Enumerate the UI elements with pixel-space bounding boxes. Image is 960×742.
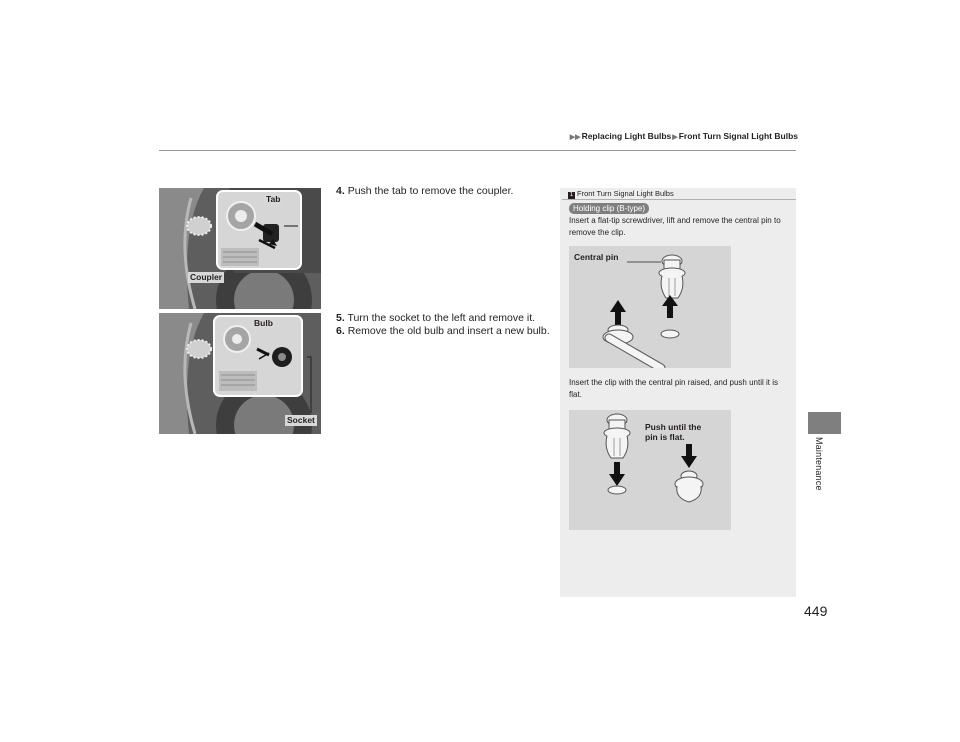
reference-mark-icon: 1 bbox=[569, 192, 574, 198]
push-until-flat-label-line2: pin is flat. bbox=[645, 432, 685, 442]
breadcrumb-page: Front Turn Signal Light Bulbs bbox=[678, 131, 798, 141]
step-text: Remove the old bulb and insert a new bulb. bbox=[347, 325, 550, 337]
remove-clip-note: Insert a flat-tip screwdriver, lift and remove the central pin to remove the clip. bbox=[569, 216, 781, 237]
remove-clip-illustration bbox=[569, 246, 731, 368]
double-arrow-icon: ▶▶ bbox=[569, 134, 581, 141]
header-divider bbox=[159, 150, 796, 151]
insert-clip-note: Insert the clip with the central pin raised, and push until it is flat. bbox=[569, 378, 778, 399]
central-pin-label: Central pin bbox=[574, 252, 619, 262]
tab-callout: Tab bbox=[266, 194, 281, 204]
breadcrumb-section: Replacing Light Bulbs bbox=[581, 131, 672, 141]
breadcrumb bbox=[400, 131, 798, 141]
notes-sidebar bbox=[560, 188, 796, 597]
section-tab-label: Maintenance bbox=[814, 437, 824, 491]
step-number: 4. bbox=[336, 185, 345, 197]
push-until-flat-label bbox=[645, 422, 701, 442]
clip-type-badge: Holding clip (B-type) bbox=[569, 203, 649, 214]
remove-clip-figure bbox=[569, 246, 731, 368]
coupler-photo bbox=[159, 188, 321, 309]
step-number: 6. bbox=[336, 325, 345, 337]
sidebar-title-text: Front Turn Signal Light Bulbs bbox=[577, 189, 674, 198]
sidebar-divider bbox=[562, 199, 796, 200]
sidebar-title bbox=[568, 189, 674, 199]
step-number: 5. bbox=[336, 312, 345, 324]
section-tab-marker bbox=[808, 412, 841, 434]
arrow-icon: ▶ bbox=[672, 134, 678, 141]
coupler-photo-illustration bbox=[159, 188, 321, 309]
push-until-flat-label-line1: Push until the bbox=[645, 422, 702, 432]
step-6 bbox=[336, 325, 550, 337]
page-number: 449 bbox=[804, 603, 828, 619]
step-5 bbox=[336, 312, 535, 324]
step-text: Push the tab to remove the coupler. bbox=[347, 185, 514, 197]
socket-callout: Socket bbox=[287, 415, 315, 425]
step-text: Turn the socket to the left and remove it. bbox=[347, 312, 536, 324]
insert-clip-figure bbox=[569, 410, 731, 530]
bulb-callout: Bulb bbox=[254, 318, 273, 328]
step-4 bbox=[336, 185, 513, 197]
coupler-callout: Coupler bbox=[190, 272, 223, 282]
